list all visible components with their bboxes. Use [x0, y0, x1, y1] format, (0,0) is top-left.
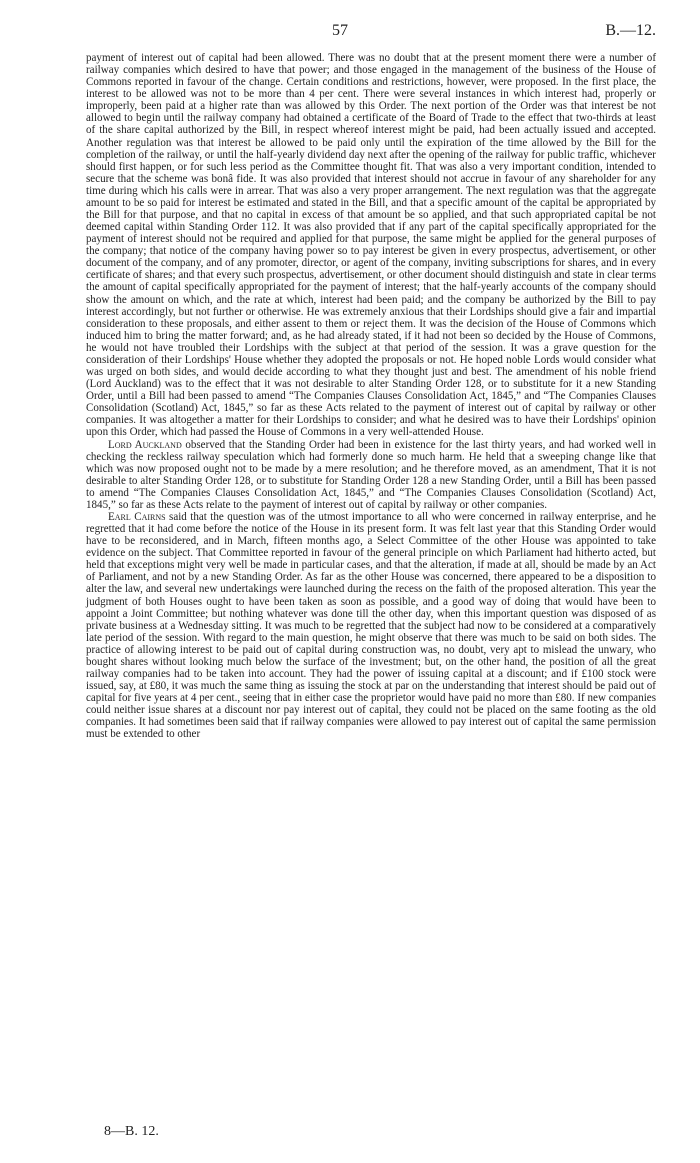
paragraph-auckland: [86, 439, 656, 511]
speaker-name: Lord Auckland: [108, 438, 182, 451]
paragraph-text: observed that the Standing Order had been in existence for the last thirty years, and had worked well in checking the reckless railway speculation which had formerly done so much harm. He held that a sweeping change like that which was now proposed ought not to be made by a mere resolution; and he therefore moved, as an amendment, That it is not desirable to alter Standing Order 128, or to substitute for Standing Order 128 a new Standing Order, until a Bill has been passed to amend “The Companies Clauses Consolidation Act, 1845,” and “The Companies Clauses Consolidation (Scotland) Act, 1845,” so far as these Acts relate to the payment of interest out of capital by railway or other companies.: [86, 438, 656, 511]
speaker-name: Earl Cairns: [108, 510, 166, 523]
page-header: [86, 22, 656, 52]
series-reference: B.—12.: [605, 22, 656, 39]
paragraph-text: payment of interest out of capital had been allowed. There was no doubt that at the present moment there were a number of railway companies which desired to have that power; and those engaged in the management of the business of the House of Commons reported in favour of the change. Certain conditions and restrictions, however, were proposed. In the first place, the interest to be allowed was not to be more than 4 per cent. There were several instances in which interest had, properly or improperly, been paid at a higher rate than was allowed by this Order. The next portion of the Order was that interest be not allowed to begin until the railway company had obtained a certificate of the Board of Trade to the effect that two-thirds at least of the share capital authorized by the Bill, in respect whereof interest might be paid, had been actually issued and accepted. Another regulation was that interest be allowed to be paid only until the expiration of the time allowed by the Bill for the completion of the railway, or until the half-yearly dividend day next after the opening of the railway for public traffic, whichever should first happen, or for such less period as the Committee thought fit. That was also a very important condition, intended to secure that the scheme was bonâ fide. It was also provided that interest should not accrue in favour of any shareholder for any time during which his calls were in arrear. That was also a very proper arrangement. The next regulation was that the aggregate amount to be so paid for interest be estimated and stated in the Bill, and that a specific amount of the capital be appropriated by the Bill for that purpose, and that no capital in excess of that amount be so applied, and that such appropriated capital be not deemed capital within Standing Order 112. It was also provided that if any part of the capital specifically appropriated for the payment of interest should not be required and applied for that purpose, the same might be applied for the general purposes of the company; that notice of the company having power so to pay interest be given in every prospectus, advertisement, or other document of the company, and of any promoter, director, or agent of the company, inviting subscriptions for shares, and in every certificate of shares; and that every such prospectus, advertisement, or other document should distinguish and state in clear terms the amount of capital specifically appropriated for the payment of interest; that the half-yearly accounts of the company should show the amount on which, and the rate at which, interest had been paid; and the company be authorized by the Bill to pay interest accordingly, but not further or otherwise. He was extremely anxious that their Lordships should give a fair and impartial consideration to these proposals, and either assent to them or reject them. It was the decision of the House of Commons which induced him to bring the matter forward; and, as he had already stated, if it had not been so decided by the House of Commons, he would not have troubled their Lordships with the subject at that period of the session. It was a grave question for the consideration of their Lordships' House whether they adopted the proposals or not. He hoped noble Lords would consider what was urged on both sides, and would decide according to what they thought just and best. The amendment of his noble friend (Lord Auckland) was to the effect that it was not desirable to alter Standing Order 128, or to substitute for it a new Standing Order, until a Bill had been passed to amend “The Companies Clauses Consolidation Act, 1845,” and “The Companies Clauses Consolidation (Scotland) Act, 1845,” so far as these Acts related to the payment of interest out of capital by railway or other companies. It was altogether a matter for their Lordships to consider; and what he desired was to have their Lordships' opinion upon this Order, which had passed the House of Commons in a very well-attended House.: [86, 52, 656, 439]
paragraph-continuation: [86, 52, 656, 439]
signature-mark: 8—B. 12.: [104, 1124, 159, 1139]
paragraph-cairns: [86, 511, 656, 740]
page-number: 57: [332, 22, 348, 39]
body-text: [86, 52, 656, 740]
paragraph-text: said that the question was of the utmost importance to all who were concerned in railway enterprise, and he regretted that it had come before the notice of the House in its present form. It was felt last year that this Standing Order would have to be reconsidered, and in March, fifteen months ago, a Select Committee of the other House was appointed to take evidence on the subject. That Committee reported in favour of the general principle on which Parliament had hitherto acted, but held that exceptions might very well be made in particular cases, and that the alteration, if made at all, should be made by an Act of Parliament, and not by a new Standing Order. As far as the other House was concerned, there appeared to be a disposition to alter the law, and several new undertakings were launched during the recess on the faith of the proposed alteration. This year the judgment of both Houses ought to have been taken as soon as possible, and a good way of doing that would have been to appoint a Joint Committee; but nothing whatever was done till the other day, when this important question was disposed of as private business at a Wednesday sitting. It was much to be regretted that the subject had now to be considered at a comparatively late period of the session. With regard to the main question, he might observe that there was much to be said on both sides. The practice of allowing interest to be paid out of capital during construction was, no doubt, very apt to mislead the unwary, who bought shares without looking much below the surface of the investment; but, on the other hand, the position of all the great railway companies had to be taken into account. They had the power of issuing capital at a discount; and if £100 stock were issued, say, at £80, it was much the same thing as issuing the stock at par on the understanding that interest should be paid out of capital for five years at 4 per cent., seeing that in either case the proprietor would have paid no more than £80. If new companies could neither issue shares at a discount nor pay interest out of capital, they could not be placed on the same footing as the old companies. It had sometimes been said that if railway companies were allowed to pay interest out of capital the same permission must be extended to other: [86, 510, 656, 741]
